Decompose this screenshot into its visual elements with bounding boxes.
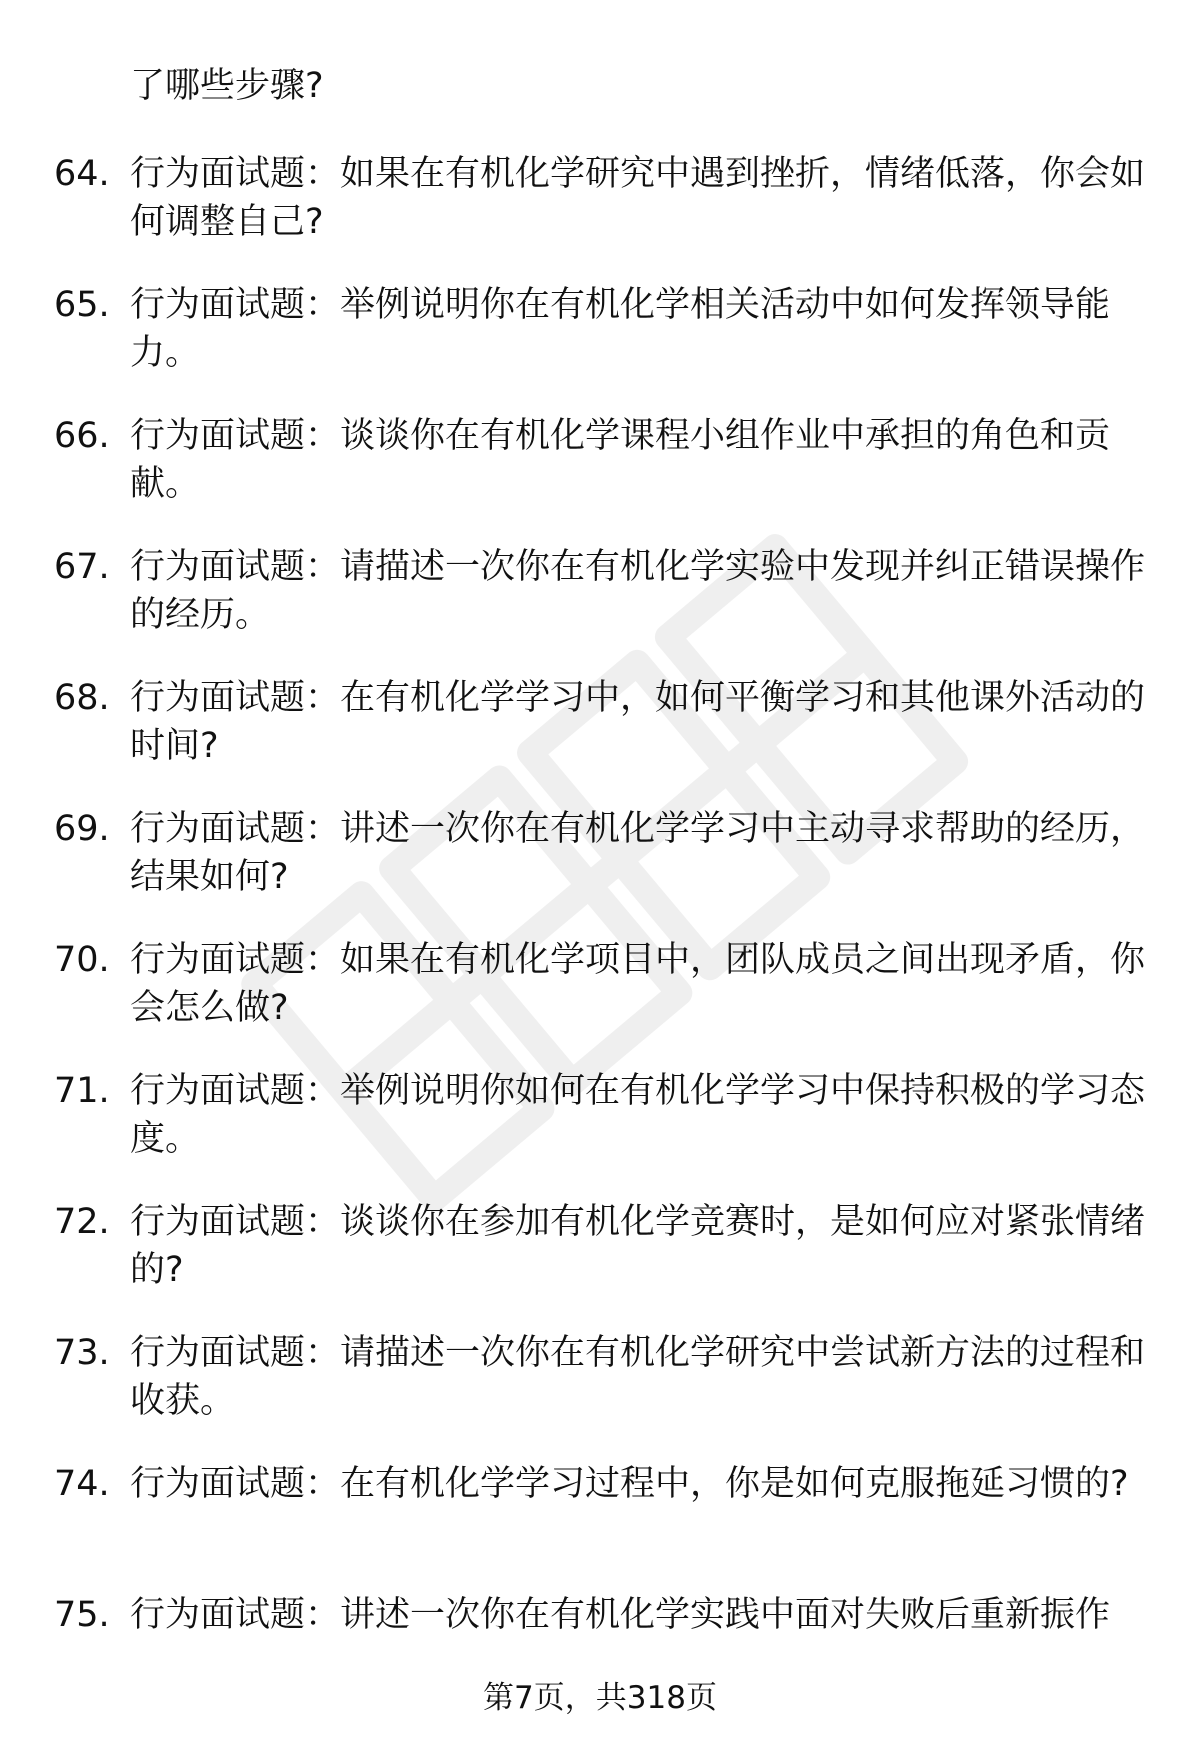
continued-question-text: 了哪些步骤? <box>130 66 324 106</box>
question-number: 73. <box>54 1333 110 1373</box>
question-text: 行为面试题：请描述一次你在有机化学研究中尝试新方法的过程和收获。 <box>130 1333 1146 1421</box>
question-number: 75. <box>54 1595 110 1635</box>
question-item <box>0 805 1200 936</box>
question-number: 71. <box>54 1071 110 1111</box>
question-item <box>0 1460 1200 1591</box>
question-text: 行为面试题：如果在有机化学项目中，团队成员之间出现矛盾，你会怎么做? <box>130 940 1146 1028</box>
question-number: 67. <box>54 547 110 587</box>
question-text: 行为面试题：在有机化学学习过程中，你是如何克服拖延习惯的? <box>130 1464 1129 1504</box>
question-number: 70. <box>54 940 110 980</box>
question-item <box>0 543 1200 674</box>
question-list <box>0 150 1200 1722</box>
question-item <box>0 412 1200 543</box>
question-item <box>0 281 1200 412</box>
question-number: 66. <box>54 416 110 456</box>
question-text: 行为面试题：谈谈你在有机化学课程小组作业中承担的角色和贡献。 <box>130 416 1111 504</box>
question-item <box>0 1329 1200 1460</box>
question-item <box>0 1067 1200 1198</box>
question-number: 68. <box>54 678 110 718</box>
question-text: 行为面试题：举例说明你在有机化学相关活动中如何发挥领导能力。 <box>130 285 1111 373</box>
question-text: 行为面试题：讲述一次你在有机化学学习中主动寻求帮助的经历，结果如何? <box>130 809 1146 897</box>
question-text: 行为面试题：如果在有机化学研究中遇到挫折，情绪低落，你会如何调整自己? <box>130 154 1146 242</box>
question-text: 行为面试题：请描述一次你在有机化学实验中发现并纠正错误操作的经历。 <box>130 547 1146 635</box>
page-number-footer: 第7页，共318页 <box>483 1680 717 1716</box>
question-text: 行为面试题：举例说明你如何在有机化学学习中保持积极的学习态度。 <box>130 1071 1146 1159</box>
question-item <box>0 674 1200 805</box>
question-number: 64. <box>54 154 110 194</box>
question-item <box>0 150 1200 281</box>
question-number: 72. <box>54 1202 110 1242</box>
question-item <box>0 1198 1200 1329</box>
question-text: 行为面试题：讲述一次你在有机化学实践中面对失败后重新振作 <box>130 1595 1111 1635</box>
question-number: 74. <box>54 1464 110 1504</box>
question-text: 行为面试题：谈谈你在参加有机化学竞赛时，是如何应对紧张情绪的? <box>130 1202 1146 1290</box>
question-text: 行为面试题：在有机化学学习中，如何平衡学习和其他课外活动的时间? <box>130 678 1146 766</box>
question-number: 69. <box>54 809 110 849</box>
question-item <box>0 936 1200 1067</box>
question-number: 65. <box>54 285 110 325</box>
